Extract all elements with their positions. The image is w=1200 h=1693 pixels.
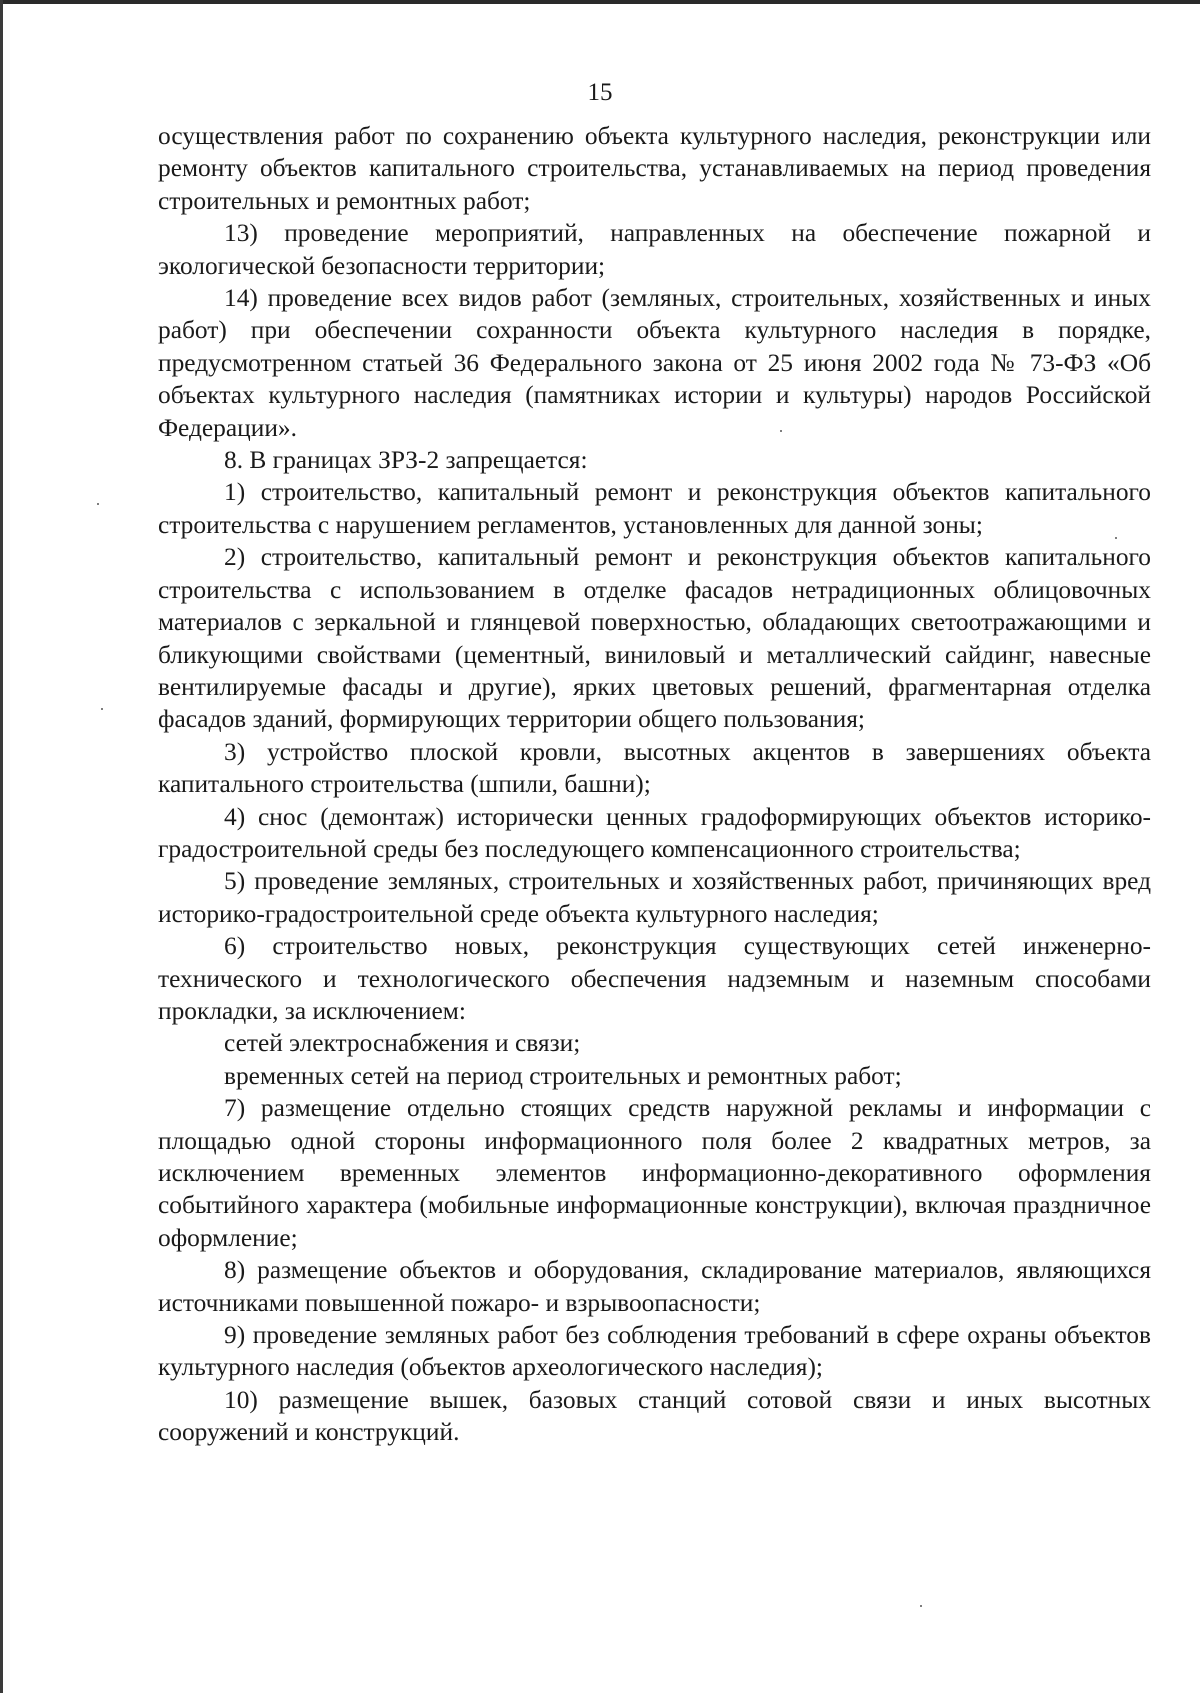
page-number: 15 (587, 79, 613, 106)
scan-edge-left (0, 0, 3, 1693)
exception-power-networks: сетей электроснабжения и связи; (224, 1029, 581, 1058)
section-heading-8: 8. В границах ЗРЗ-2 запрещается: (224, 446, 588, 475)
document-body (158, 120, 1151, 1449)
paragraph-item-14: 14) проведение всех видов работ (земляных, строительных, хозяйственных и иных работ) при обеспечении сохранности объекта культурного наследия в порядке, предусмотренном статьей 36 Федерального закона от 25 июня 2002 года № 73-ФЗ «Об объектах культурного наследия (памятниках истории и культуры) народов Российской Федерации». (158, 284, 1151, 442)
prohibition-item-1: 1) строительство, капитальный ремонт и реконструкция объектов капитального строительства с нарушением регламентов, установленных для данной зоны; (158, 478, 1151, 539)
prohibition-item-6: 6) строительство новых, реконструкция существующих сетей инженерно-технического и технологического обеспечения надземным и наземным способами прокладки, за исключением: (158, 932, 1151, 1025)
prohibition-item-5: 5) проведение земляных, строительных и хозяйственных работ, причиняющих вред историко-градостроительной среде объекта культурного наследия; (158, 867, 1151, 928)
scan-speck (1115, 537, 1117, 539)
scan-speck (920, 1605, 922, 1607)
exception-temporary-networks: временных сетей на период строительных и ремонтных работ; (224, 1061, 902, 1090)
prohibition-item-10: 10) размещение вышек, базовых станций сотовой связи и иных высотных сооружений и конструкций. (158, 1385, 1151, 1447)
scan-speck (101, 708, 103, 710)
prohibition-item-3: 3) устройство плоской кровли, высотных акцентов в завершениях объекта капитального строительства (шпили, башни); (158, 737, 1151, 799)
prohibition-item-4: 4) снос (демонтаж) исторически ценных градоформирующих объектов историко-градостроительной среды без последующего компенсационного строительства; (158, 802, 1151, 863)
prohibition-item-9: 9) проведение земляных работ без соблюдения требований в сфере охраны объектов культурного наследия (объектов археологического наследия); (158, 1321, 1151, 1382)
paragraph-item-13: 13) проведение мероприятий, направленных на обеспечение пожарной и экологической безопасности территории; (158, 219, 1151, 280)
scan-edge-top (0, 0, 1200, 4)
scan-speck (780, 430, 782, 432)
scan-speck (97, 503, 99, 505)
prohibition-item-8: 8) размещение объектов и оборудования, складирование материалов, являющихся источниками повышенной пожаро- и взрывоопасности; (158, 1256, 1151, 1317)
prohibition-item-2: 2) строительство, капитальный ремонт и реконструкция объектов капитального строительства с использованием в отделке фасадов нетрадиционных облицовочных материалов с зеркальной и глянцевой поверхностью, обладающих светоотражающими и бликующими свойствами (цементный, виниловый и металлический сайдинг, навесные вентилируемые фасады и другие), ярких цветовых решений, фрагментарная отделка фасадов зданий, формирующих территории общего пользования; (158, 543, 1151, 734)
prohibition-item-7: 7) размещение отдельно стоящих средств наружной рекламы и информации с площадью одной стороны информационного поля более 2 квадратных метров, за исключением временных элементов информационно-декоративного оформления событийного характера (мобильные информационные конструкции), включая праздничное оформление; (158, 1094, 1151, 1252)
paragraph-continuation: осуществления работ по сохранению объекта культурного наследия, реконструкции или ремонту объектов капитального строительства, устанавливаемых на период проведения строительных и ремонтных работ; (158, 122, 1151, 215)
